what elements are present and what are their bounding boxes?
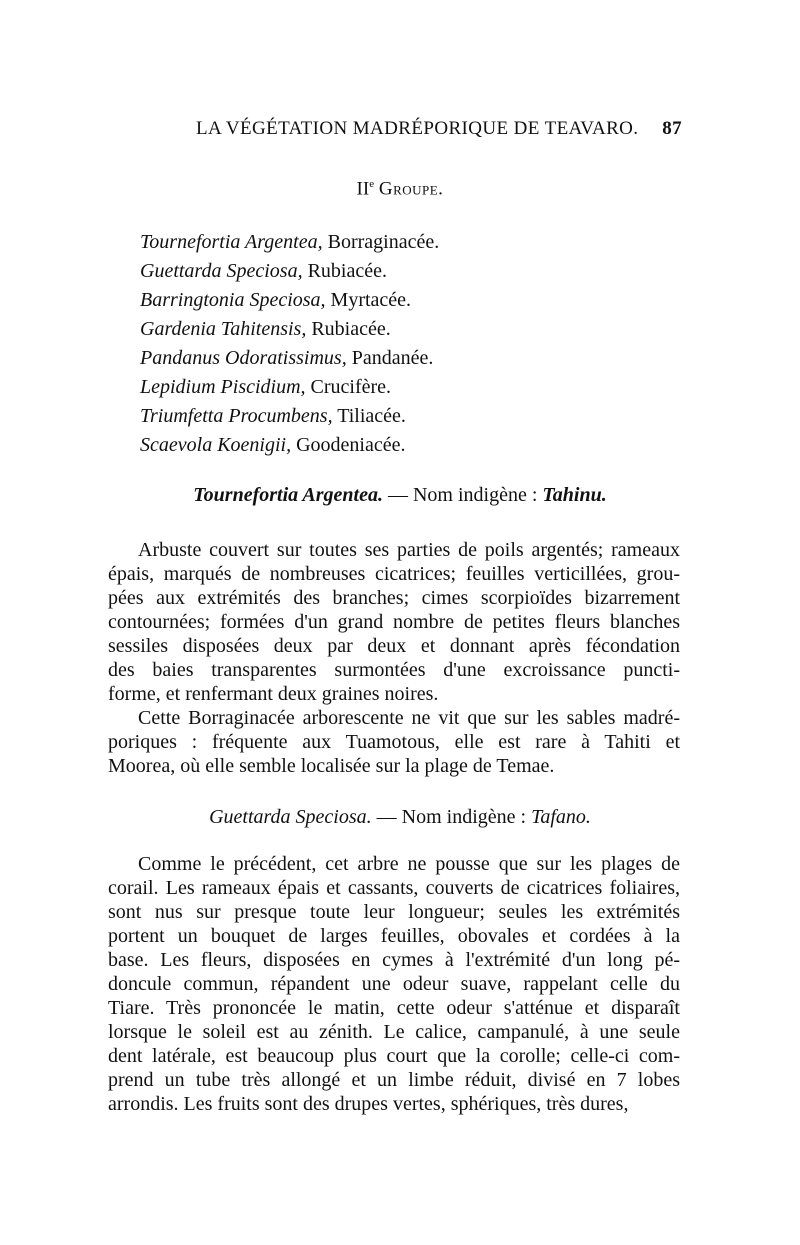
species-item	[140, 286, 439, 315]
species-family: Crucifère.	[310, 376, 392, 398]
species-family: Pandanée.	[351, 347, 434, 369]
text-line: arrondis. Les fruits sont des drupes vertes, sphériques, très dures,	[108, 1093, 629, 1115]
species-item	[140, 344, 439, 373]
species-family: Rubiacée.	[307, 260, 387, 282]
text-line: portent un bouquet de larges feuilles, obovales et cordées à la	[108, 925, 680, 947]
species-item	[140, 228, 439, 257]
section-indigenous-name: Tafano.	[531, 806, 591, 828]
group-heading	[0, 178, 800, 200]
text-line: Cette Borraginacée arborescente ne vit que sur les sables madré-	[138, 707, 680, 729]
species-family: Rubiacée.	[311, 318, 391, 340]
species-family: Tiliacée.	[337, 405, 406, 427]
text-line: des baies transparentes surmontées d'une excroissance puncti-	[108, 659, 680, 681]
section-title-middle: — Nom indigène :	[371, 806, 532, 828]
text-line: Arbuste couvert sur toutes ses parties de poils argentés; rameaux	[138, 539, 680, 561]
text-line: sessiles disposées deux par deux et donnant après fécondation	[108, 635, 680, 657]
species-item	[140, 315, 439, 344]
section-latin-name: Guettarda Speciosa.	[209, 806, 372, 828]
text-line: sont nus sur presque toute leur longueur; seules les extrémités	[108, 901, 680, 923]
group-numeral-sup: e	[369, 178, 375, 190]
section-title-guettarda	[0, 806, 800, 829]
text-line: forme, et renfermant deux graines noires.	[108, 683, 439, 705]
species-item	[140, 402, 439, 431]
text-line: base. Les fleurs, disposées en cymes à l'extrémité d'un long pé-	[108, 949, 680, 971]
group-numeral: II	[356, 178, 370, 200]
group-label: Groupe.	[378, 178, 444, 200]
species-latin-name: Lepidium Piscidium,	[140, 376, 306, 398]
text-line: prend un tube très allongé et un limbe réduit, divisé en 7 lobes	[108, 1069, 680, 1091]
species-list	[140, 228, 439, 460]
species-family: Goodeniacée.	[296, 434, 406, 456]
species-item	[140, 431, 439, 460]
text-line: corail. Les rameaux épais et cassants, couverts de cicatrices foliaires,	[108, 877, 680, 899]
species-item	[140, 257, 439, 286]
page-number: 87	[662, 118, 682, 139]
text-line: doncule commun, répandent une odeur suave, rappelant celle du	[108, 973, 680, 995]
text-line: lorsque le soleil est au zénith. Le calice, campanulé, à une seule	[108, 1021, 680, 1043]
section-indigenous-name: Tahinu.	[542, 484, 607, 506]
species-family: Myrtacée.	[330, 289, 412, 311]
species-latin-name: Pandanus Odoratissimus,	[140, 347, 347, 369]
species-latin-name: Tournefortia Argentea,	[140, 231, 323, 253]
species-item	[140, 373, 439, 402]
running-head-title: LA VÉGÉTATION MADRÉPORIQUE DE TEAVARO.	[196, 118, 639, 139]
paragraph-tournefortia-habitat	[108, 706, 680, 778]
section-latin-name: Tournefortia Argentea.	[193, 484, 383, 506]
species-latin-name: Barringtonia Speciosa,	[140, 289, 326, 311]
species-latin-name: Guettarda Speciosa,	[140, 260, 303, 282]
species-latin-name: Scaevola Koenigii,	[140, 434, 292, 456]
paragraph-guettarda-description	[108, 852, 680, 1116]
text-line: Moorea, où elle semble localisée sur la plage de Temae.	[108, 755, 555, 777]
text-line: dent latérale, est beaucoup plus court que la corolle; celle-ci com-	[108, 1045, 680, 1067]
section-title-middle: — Nom indigène :	[382, 484, 543, 506]
text-line: Tiare. Très prononcée le matin, cette odeur s'atténue et disparaît	[108, 997, 680, 1019]
text-line: pées aux extrémités des branches; cimes scorpioïdes bizarrement	[108, 587, 680, 609]
running-head	[196, 118, 682, 144]
text-line: épais, marqués de nombreuses cicatrices; feuilles verticillées, grou-	[108, 563, 680, 585]
text-line: poriques : fréquente aux Tuamotous, elle est rare à Tahiti et	[108, 731, 680, 753]
section-title-tournefortia	[0, 484, 800, 507]
text-line: contournées; formées d'un grand nombre de petites fleurs blanches	[108, 611, 680, 633]
species-latin-name: Triumfetta Procumbens,	[140, 405, 333, 427]
species-family: Borraginacée.	[327, 231, 440, 253]
paragraph-tournefortia-description	[108, 538, 680, 706]
species-latin-name: Gardenia Tahitensis,	[140, 318, 307, 340]
text-line: Comme le précédent, cet arbre ne pousse que sur les plages de	[138, 853, 680, 875]
